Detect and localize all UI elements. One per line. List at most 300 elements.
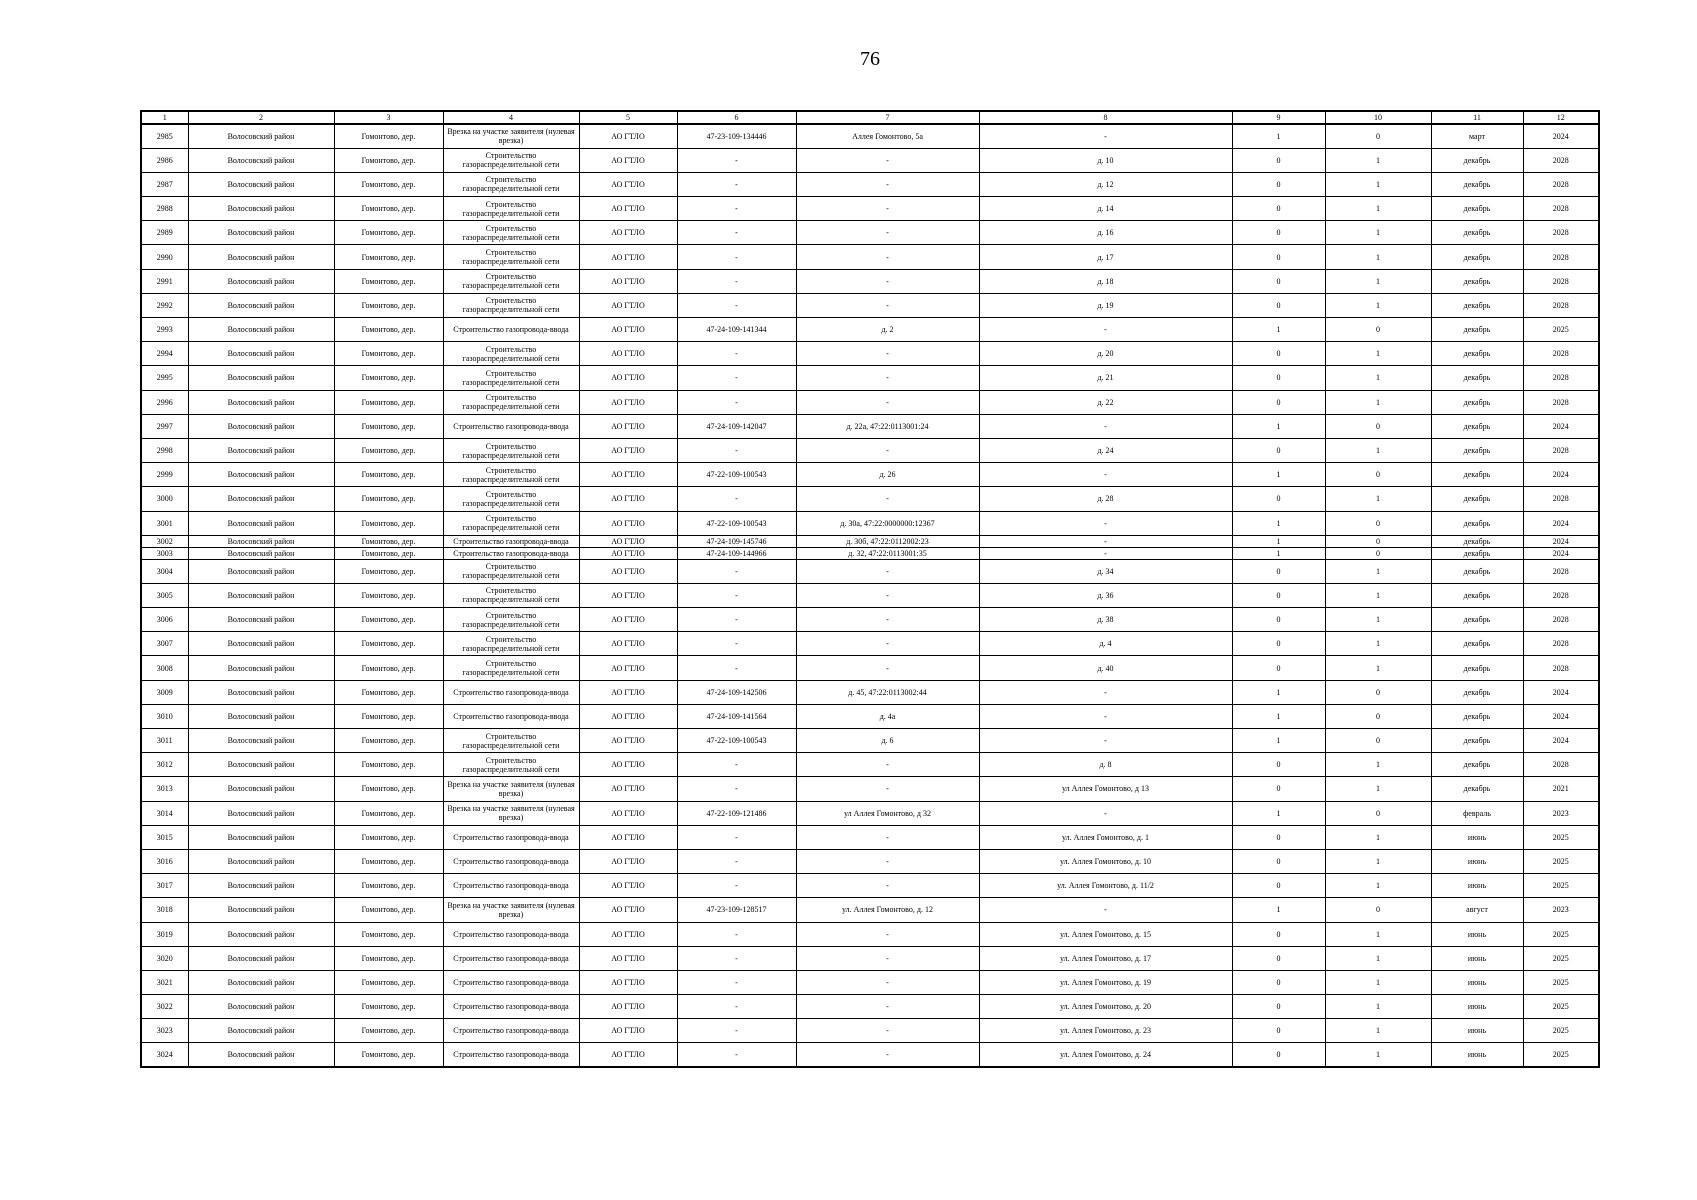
table-cell-col-7: ул. Аллея Гомонтово, д. 12 xyxy=(796,898,979,922)
table-cell-col-12: 2028 xyxy=(1523,366,1599,390)
table-cell-col-8: ул Аллея Гомонтово, д 13 xyxy=(979,777,1232,801)
table-cell-col-12: 2028 xyxy=(1523,608,1599,632)
table-cell-col-7: - xyxy=(796,825,979,849)
table-cell-col-4: Строительство газораспределительной сети xyxy=(443,221,579,245)
table-cell-col-2: Волосовский район xyxy=(188,269,334,293)
table-cell-col-6: - xyxy=(677,172,796,196)
table-cell-col-4: Врезка на участке заявителя (нулевая врезка) xyxy=(443,801,579,825)
table-cell-col-3: Гомонтово, дер. xyxy=(334,559,443,583)
table-cell-col-5: АО ГТЛО xyxy=(579,995,677,1019)
table-cell-col-5: АО ГТЛО xyxy=(579,318,677,342)
table-cell-col-3: Гомонтово, дер. xyxy=(334,414,443,438)
table-cell-col-6: 47-22-109-100543 xyxy=(677,463,796,487)
table-cell-col-1: 3016 xyxy=(141,849,188,873)
table-row xyxy=(141,172,1599,196)
table-row xyxy=(141,898,1599,922)
table-cell-col-7: д. 30б, 47:22:0112002:23 xyxy=(796,535,979,547)
table-cell-col-11: февраль xyxy=(1431,801,1523,825)
table-cell-col-11: август xyxy=(1431,898,1523,922)
table-cell-col-6: - xyxy=(677,487,796,511)
table-cell-col-6: - xyxy=(677,366,796,390)
table-cell-col-2: Волосовский район xyxy=(188,463,334,487)
table-cell-col-8: д. 8 xyxy=(979,753,1232,777)
table-cell-col-5: АО ГТЛО xyxy=(579,849,677,873)
table-cell-col-2: Волосовский район xyxy=(188,197,334,221)
table-cell-col-8: - xyxy=(979,680,1232,704)
table-cell-col-6: - xyxy=(677,1043,796,1067)
table-cell-col-12: 2024 xyxy=(1523,463,1599,487)
table-cell-col-2: Волосовский район xyxy=(188,729,334,753)
table-cell-col-5: АО ГТЛО xyxy=(579,729,677,753)
table-cell-col-6: - xyxy=(677,559,796,583)
table-cell-col-1: 2996 xyxy=(141,390,188,414)
table-cell-col-3: Гомонтово, дер. xyxy=(334,1043,443,1067)
table-cell-col-4: Строительство газораспределительной сети xyxy=(443,148,579,172)
table-cell-col-8: ул. Аллея Гомонтово, д. 23 xyxy=(979,1019,1232,1043)
table-cell-col-11: декабрь xyxy=(1431,172,1523,196)
table-cell-col-12: 2025 xyxy=(1523,1019,1599,1043)
table-cell-col-1: 2988 xyxy=(141,197,188,221)
table-cell-col-11: декабрь xyxy=(1431,729,1523,753)
table-cell-col-2: Волосовский район xyxy=(188,656,334,680)
table-cell-col-7: - xyxy=(796,656,979,680)
table-cell-col-9: 0 xyxy=(1232,946,1325,970)
table-cell-col-6: 47-22-109-100543 xyxy=(677,729,796,753)
table-cell-col-9: 0 xyxy=(1232,632,1325,656)
table-cell-col-5: АО ГТЛО xyxy=(579,874,677,898)
table-cell-col-12: 2028 xyxy=(1523,438,1599,462)
table-cell-col-3: Гомонтово, дер. xyxy=(334,849,443,873)
table-cell-col-3: Гомонтово, дер. xyxy=(334,318,443,342)
table-cell-col-7: - xyxy=(796,487,979,511)
table-cell-col-4: Строительство газораспределительной сети xyxy=(443,245,579,269)
table-cell-col-9: 0 xyxy=(1232,197,1325,221)
table-cell-col-11: декабрь xyxy=(1431,414,1523,438)
table-row xyxy=(141,414,1599,438)
table-cell-col-5: АО ГТЛО xyxy=(579,946,677,970)
table-cell-col-10: 1 xyxy=(1325,608,1431,632)
table-cell-col-1: 3001 xyxy=(141,511,188,535)
table-cell-col-1: 3020 xyxy=(141,946,188,970)
table-cell-col-12: 2023 xyxy=(1523,801,1599,825)
table-cell-col-8: - xyxy=(979,511,1232,535)
table-cell-col-1: 3024 xyxy=(141,1043,188,1067)
table-cell-col-6: 47-24-109-141344 xyxy=(677,318,796,342)
table-cell-col-12: 2024 xyxy=(1523,729,1599,753)
table-cell-col-7: - xyxy=(796,777,979,801)
table-cell-col-12: 2024 xyxy=(1523,704,1599,728)
table-cell-col-1: 2989 xyxy=(141,221,188,245)
table-cell-col-11: июнь xyxy=(1431,995,1523,1019)
table-row xyxy=(141,801,1599,825)
table-cell-col-8: д. 36 xyxy=(979,583,1232,607)
table-cell-col-8: д. 14 xyxy=(979,197,1232,221)
table-cell-col-7: - xyxy=(796,366,979,390)
table-cell-col-9: 0 xyxy=(1232,148,1325,172)
table-cell-col-9: 0 xyxy=(1232,656,1325,680)
table-cell-col-3: Гомонтово, дер. xyxy=(334,148,443,172)
table-cell-col-10: 1 xyxy=(1325,825,1431,849)
table-cell-col-10: 1 xyxy=(1325,366,1431,390)
table-cell-col-3: Гомонтово, дер. xyxy=(334,995,443,1019)
table-cell-col-6: 47-22-109-121486 xyxy=(677,801,796,825)
table-cell-col-9: 1 xyxy=(1232,704,1325,728)
table-cell-col-1: 3010 xyxy=(141,704,188,728)
table-cell-col-11: декабрь xyxy=(1431,535,1523,547)
table-cell-col-7: - xyxy=(796,608,979,632)
table-cell-col-4: Строительство газопровода-ввода xyxy=(443,825,579,849)
table-cell-col-8: - xyxy=(979,414,1232,438)
table-cell-col-12: 2028 xyxy=(1523,245,1599,269)
table-cell-col-12: 2028 xyxy=(1523,269,1599,293)
table-cell-col-2: Волосовский район xyxy=(188,753,334,777)
table-cell-col-9: 0 xyxy=(1232,922,1325,946)
table-cell-col-11: декабрь xyxy=(1431,366,1523,390)
table-cell-col-12: 2024 xyxy=(1523,511,1599,535)
table-cell-col-5: АО ГТЛО xyxy=(579,898,677,922)
table-cell-col-4: Строительство газопровода-ввода xyxy=(443,318,579,342)
table-cell-col-10: 1 xyxy=(1325,390,1431,414)
table-cell-col-6: - xyxy=(677,995,796,1019)
table-cell-col-5: АО ГТЛО xyxy=(579,342,677,366)
table-cell-col-11: декабрь xyxy=(1431,221,1523,245)
table-cell-col-11: июнь xyxy=(1431,825,1523,849)
table-cell-col-10: 1 xyxy=(1325,583,1431,607)
table-cell-col-3: Гомонтово, дер. xyxy=(334,583,443,607)
table-cell-col-3: Гомонтово, дер. xyxy=(334,874,443,898)
column-header-7: 7 xyxy=(796,111,979,124)
table-cell-col-1: 2992 xyxy=(141,293,188,317)
table-cell-col-8: - xyxy=(979,704,1232,728)
table-cell-col-2: Волосовский район xyxy=(188,293,334,317)
table-cell-col-1: 2999 xyxy=(141,463,188,487)
table-row xyxy=(141,148,1599,172)
table-row xyxy=(141,366,1599,390)
table-cell-col-10: 1 xyxy=(1325,559,1431,583)
table-cell-col-5: АО ГТЛО xyxy=(579,221,677,245)
table-cell-col-1: 3009 xyxy=(141,680,188,704)
table-cell-col-9: 0 xyxy=(1232,777,1325,801)
table-cell-col-2: Волосовский район xyxy=(188,221,334,245)
table-cell-col-5: АО ГТЛО xyxy=(579,511,677,535)
table-cell-col-4: Врезка на участке заявителя (нулевая врезка) xyxy=(443,777,579,801)
table-cell-col-3: Гомонтово, дер. xyxy=(334,753,443,777)
table-cell-col-2: Волосовский район xyxy=(188,801,334,825)
table-cell-col-1: 3019 xyxy=(141,922,188,946)
table-cell-col-6: - xyxy=(677,849,796,873)
table-cell-col-12: 2025 xyxy=(1523,922,1599,946)
table-cell-col-8: д. 22 xyxy=(979,390,1232,414)
table-cell-col-7: - xyxy=(796,342,979,366)
table-cell-col-6: 47-24-109-145746 xyxy=(677,535,796,547)
table-cell-col-10: 0 xyxy=(1325,801,1431,825)
table-cell-col-4: Строительство газопровода-ввода xyxy=(443,535,579,547)
table-cell-col-3: Гомонтово, дер. xyxy=(334,704,443,728)
table-cell-col-2: Волосовский район xyxy=(188,825,334,849)
table-cell-col-10: 1 xyxy=(1325,148,1431,172)
table-cell-col-3: Гомонтово, дер. xyxy=(334,970,443,994)
table-cell-col-7: - xyxy=(796,438,979,462)
table-cell-col-6: - xyxy=(677,970,796,994)
table-cell-col-11: декабрь xyxy=(1431,777,1523,801)
table-cell-col-2: Волосовский район xyxy=(188,414,334,438)
table-cell-col-10: 1 xyxy=(1325,970,1431,994)
column-header-2: 2 xyxy=(188,111,334,124)
table-row xyxy=(141,825,1599,849)
table-cell-col-2: Волосовский район xyxy=(188,970,334,994)
table-row xyxy=(141,438,1599,462)
table-cell-col-10: 0 xyxy=(1325,463,1431,487)
table-cell-col-1: 3008 xyxy=(141,656,188,680)
table-row xyxy=(141,995,1599,1019)
table-cell-col-9: 0 xyxy=(1232,293,1325,317)
table-cell-col-2: Волосовский район xyxy=(188,366,334,390)
column-header-9: 9 xyxy=(1232,111,1325,124)
table-cell-col-9: 0 xyxy=(1232,874,1325,898)
table-cell-col-7: д. 4а xyxy=(796,704,979,728)
table-cell-col-2: Волосовский район xyxy=(188,704,334,728)
table-cell-col-6: 47-22-109-100543 xyxy=(677,511,796,535)
table-row xyxy=(141,946,1599,970)
table-cell-col-12: 2028 xyxy=(1523,197,1599,221)
table-cell-col-7: - xyxy=(796,221,979,245)
table-cell-col-7: - xyxy=(796,753,979,777)
table-cell-col-9: 0 xyxy=(1232,608,1325,632)
table-row xyxy=(141,293,1599,317)
table-cell-col-5: АО ГТЛО xyxy=(579,632,677,656)
table-cell-col-7: - xyxy=(796,970,979,994)
table-cell-col-6: - xyxy=(677,1019,796,1043)
table-cell-col-4: Строительство газопровода-ввода xyxy=(443,414,579,438)
table-cell-col-9: 0 xyxy=(1232,221,1325,245)
header-row xyxy=(141,111,1599,124)
table-cell-col-6: - xyxy=(677,922,796,946)
table-cell-col-11: декабрь xyxy=(1431,463,1523,487)
table-cell-col-4: Строительство газораспределительной сети xyxy=(443,463,579,487)
table-row xyxy=(141,197,1599,221)
table-cell-col-4: Строительство газораспределительной сети xyxy=(443,487,579,511)
table-cell-col-8: д. 19 xyxy=(979,293,1232,317)
table-cell-col-3: Гомонтово, дер. xyxy=(334,535,443,547)
column-header-12: 12 xyxy=(1523,111,1599,124)
table-cell-col-3: Гомонтово, дер. xyxy=(334,221,443,245)
table-cell-col-3: Гомонтово, дер. xyxy=(334,608,443,632)
table-cell-col-9: 0 xyxy=(1232,269,1325,293)
table-cell-col-8: - xyxy=(979,124,1232,148)
column-header-3: 3 xyxy=(334,111,443,124)
table-row xyxy=(141,342,1599,366)
table-cell-col-6: - xyxy=(677,583,796,607)
table-row xyxy=(141,874,1599,898)
table-cell-col-12: 2023 xyxy=(1523,898,1599,922)
table-cell-col-8: ул. Аллея Гомонтово, д. 10 xyxy=(979,849,1232,873)
table-cell-col-4: Строительство газопровода-ввода xyxy=(443,547,579,559)
table-cell-col-2: Волосовский район xyxy=(188,148,334,172)
table-cell-col-5: АО ГТЛО xyxy=(579,463,677,487)
table-cell-col-6: - xyxy=(677,221,796,245)
table-cell-col-7: - xyxy=(796,197,979,221)
table-cell-col-10: 1 xyxy=(1325,269,1431,293)
table-cell-col-1: 3004 xyxy=(141,559,188,583)
table-body xyxy=(141,124,1599,1067)
table-cell-col-4: Строительство газопровода-ввода xyxy=(443,680,579,704)
table-cell-col-9: 1 xyxy=(1232,414,1325,438)
table-cell-col-4: Строительство газораспределительной сети xyxy=(443,172,579,196)
table-cell-col-9: 1 xyxy=(1232,898,1325,922)
table-cell-col-6: - xyxy=(677,753,796,777)
table-cell-col-8: - xyxy=(979,729,1232,753)
table-cell-col-1: 2993 xyxy=(141,318,188,342)
table-cell-col-9: 1 xyxy=(1232,463,1325,487)
table-cell-col-4: Строительство газораспределительной сети xyxy=(443,729,579,753)
table-cell-col-4: Строительство газопровода-ввода xyxy=(443,874,579,898)
table-cell-col-9: 1 xyxy=(1232,511,1325,535)
table-cell-col-4: Врезка на участке заявителя (нулевая врезка) xyxy=(443,124,579,148)
table-cell-col-5: АО ГТЛО xyxy=(579,172,677,196)
column-header-8: 8 xyxy=(979,111,1232,124)
table-cell-col-2: Волосовский район xyxy=(188,632,334,656)
table-cell-col-5: АО ГТЛО xyxy=(579,438,677,462)
table-cell-col-9: 0 xyxy=(1232,825,1325,849)
table-cell-col-10: 0 xyxy=(1325,535,1431,547)
table-cell-col-5: АО ГТЛО xyxy=(579,1019,677,1043)
table-cell-col-8: д. 40 xyxy=(979,656,1232,680)
table-cell-col-10: 1 xyxy=(1325,342,1431,366)
table-cell-col-1: 3012 xyxy=(141,753,188,777)
table-cell-col-3: Гомонтово, дер. xyxy=(334,632,443,656)
table-cell-col-9: 0 xyxy=(1232,559,1325,583)
table-cell-col-11: декабрь xyxy=(1431,390,1523,414)
table-cell-col-10: 1 xyxy=(1325,874,1431,898)
table-cell-col-10: 1 xyxy=(1325,753,1431,777)
table-cell-col-3: Гомонтово, дер. xyxy=(334,197,443,221)
table-cell-col-11: март xyxy=(1431,124,1523,148)
table-cell-col-12: 2025 xyxy=(1523,318,1599,342)
table-cell-col-3: Гомонтово, дер. xyxy=(334,825,443,849)
table-cell-col-12: 2025 xyxy=(1523,995,1599,1019)
table-cell-col-3: Гомонтово, дер. xyxy=(334,245,443,269)
table-cell-col-7: д. 45, 47:22:0113002:44 xyxy=(796,680,979,704)
table-cell-col-9: 0 xyxy=(1232,1043,1325,1067)
table-cell-col-8: - xyxy=(979,801,1232,825)
table-cell-col-5: АО ГТЛО xyxy=(579,124,677,148)
table-cell-col-1: 3021 xyxy=(141,970,188,994)
table-cell-col-9: 0 xyxy=(1232,753,1325,777)
table-cell-col-7: - xyxy=(796,874,979,898)
table-cell-col-1: 3005 xyxy=(141,583,188,607)
table-row xyxy=(141,390,1599,414)
table-cell-col-1: 2998 xyxy=(141,438,188,462)
table-cell-col-5: АО ГТЛО xyxy=(579,753,677,777)
table-cell-col-1: 3006 xyxy=(141,608,188,632)
table-cell-col-8: д. 28 xyxy=(979,487,1232,511)
table-cell-col-9: 1 xyxy=(1232,318,1325,342)
table-row xyxy=(141,559,1599,583)
table-cell-col-8: д. 12 xyxy=(979,172,1232,196)
table-cell-col-10: 1 xyxy=(1325,487,1431,511)
table-cell-col-2: Волосовский район xyxy=(188,898,334,922)
table-row xyxy=(141,970,1599,994)
table-cell-col-3: Гомонтово, дер. xyxy=(334,463,443,487)
table-cell-col-11: декабрь xyxy=(1431,293,1523,317)
table-cell-col-12: 2028 xyxy=(1523,342,1599,366)
table-cell-col-5: АО ГТЛО xyxy=(579,1043,677,1067)
table-cell-col-11: июнь xyxy=(1431,874,1523,898)
table-cell-col-9: 0 xyxy=(1232,487,1325,511)
table-cell-col-5: АО ГТЛО xyxy=(579,777,677,801)
table-cell-col-5: АО ГТЛО xyxy=(579,922,677,946)
table-cell-col-6: - xyxy=(677,269,796,293)
table-cell-col-5: АО ГТЛО xyxy=(579,487,677,511)
table-cell-col-12: 2028 xyxy=(1523,148,1599,172)
table-cell-col-2: Волосовский район xyxy=(188,245,334,269)
table-cell-col-11: декабрь xyxy=(1431,704,1523,728)
table-cell-col-8: ул. Аллея Гомонтово, д. 17 xyxy=(979,946,1232,970)
table-cell-col-12: 2028 xyxy=(1523,753,1599,777)
table-cell-col-9: 1 xyxy=(1232,729,1325,753)
table-cell-col-7: - xyxy=(796,293,979,317)
table-cell-col-9: 0 xyxy=(1232,366,1325,390)
table-cell-col-3: Гомонтово, дер. xyxy=(334,946,443,970)
table-cell-col-8: д. 20 xyxy=(979,342,1232,366)
table-cell-col-6: - xyxy=(677,390,796,414)
table-cell-col-10: 0 xyxy=(1325,511,1431,535)
table-row xyxy=(141,704,1599,728)
table-cell-col-2: Волосовский район xyxy=(188,511,334,535)
table-cell-col-5: АО ГТЛО xyxy=(579,245,677,269)
table-cell-col-12: 2024 xyxy=(1523,124,1599,148)
table-cell-col-4: Строительство газораспределительной сети xyxy=(443,293,579,317)
table-cell-col-11: июнь xyxy=(1431,970,1523,994)
page-number: 76 xyxy=(860,48,880,70)
table-cell-col-8: д. 4 xyxy=(979,632,1232,656)
table-cell-col-4: Строительство газораспределительной сети xyxy=(443,656,579,680)
table-cell-col-7: - xyxy=(796,632,979,656)
table-cell-col-6: 47-23-109-128517 xyxy=(677,898,796,922)
table-cell-col-8: д. 34 xyxy=(979,559,1232,583)
table-cell-col-7: - xyxy=(796,269,979,293)
table-cell-col-10: 1 xyxy=(1325,1019,1431,1043)
table-cell-col-12: 2028 xyxy=(1523,293,1599,317)
table-cell-col-4: Строительство газораспределительной сети xyxy=(443,438,579,462)
table-cell-col-3: Гомонтово, дер. xyxy=(334,172,443,196)
table-cell-col-4: Строительство газораспределительной сети xyxy=(443,366,579,390)
table-cell-col-3: Гомонтово, дер. xyxy=(334,729,443,753)
table-cell-col-6: - xyxy=(677,148,796,172)
table-cell-col-7: ул Аллея Гомонтово, д 32 xyxy=(796,801,979,825)
table-cell-col-1: 3007 xyxy=(141,632,188,656)
table-cell-col-10: 1 xyxy=(1325,656,1431,680)
table-row xyxy=(141,1019,1599,1043)
table-cell-col-3: Гомонтово, дер. xyxy=(334,656,443,680)
table-cell-col-5: АО ГТЛО xyxy=(579,801,677,825)
table-cell-col-4: Врезка на участке заявителя (нулевая врезка) xyxy=(443,898,579,922)
table-cell-col-2: Волосовский район xyxy=(188,777,334,801)
table-cell-col-12: 2025 xyxy=(1523,970,1599,994)
table-cell-col-4: Строительство газораспределительной сети xyxy=(443,511,579,535)
table-cell-col-11: декабрь xyxy=(1431,656,1523,680)
table-cell-col-4: Строительство газопровода-ввода xyxy=(443,704,579,728)
table-cell-col-12: 2025 xyxy=(1523,1043,1599,1067)
table-cell-col-4: Строительство газопровода-ввода xyxy=(443,970,579,994)
table-cell-col-12: 2028 xyxy=(1523,632,1599,656)
table-cell-col-6: - xyxy=(677,874,796,898)
table-cell-col-1: 2986 xyxy=(141,148,188,172)
table-cell-col-2: Волосовский район xyxy=(188,1043,334,1067)
table-cell-col-10: 1 xyxy=(1325,197,1431,221)
table-cell-col-7: д. 6 xyxy=(796,729,979,753)
table-cell-col-3: Гомонтово, дер. xyxy=(334,366,443,390)
